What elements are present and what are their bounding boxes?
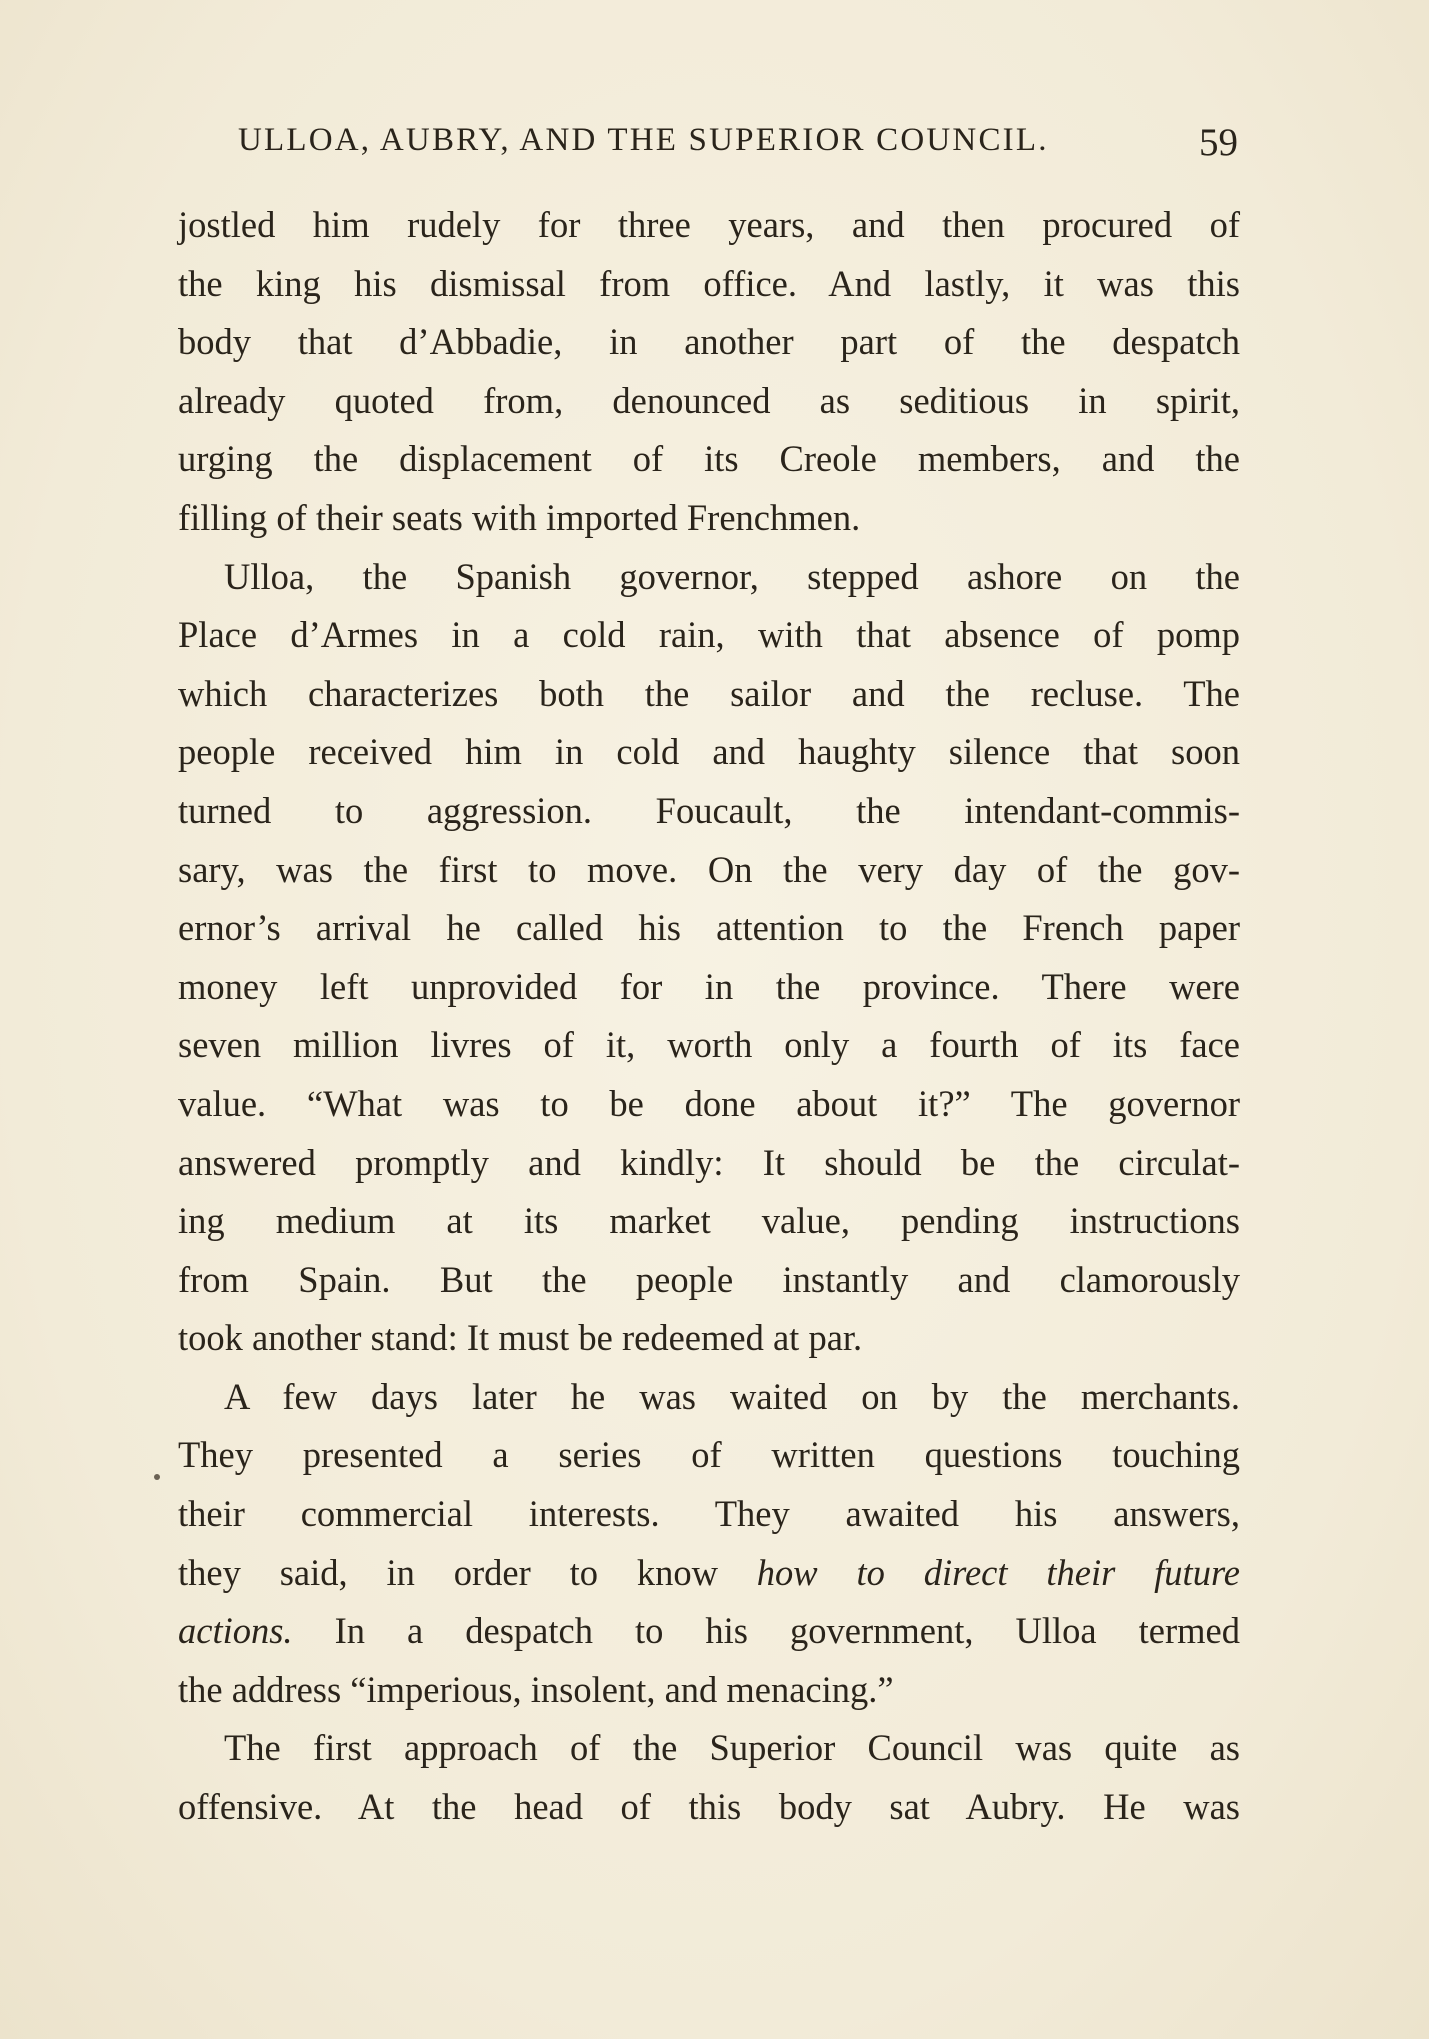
text-line: the address “imperious, insolent, and menacing.”	[178, 1668, 894, 1710]
italic-text: how to direct their future	[756, 1551, 1240, 1593]
text-line: Place d’Armes in a cold rain, with that absence of pomp	[178, 614, 1240, 656]
text-line: people received him in cold and haughty silence that soon	[178, 731, 1240, 773]
italic-text: actions.	[178, 1610, 293, 1652]
text-line: ing medium at its market value, pending instructions	[178, 1200, 1240, 1242]
text-line: answered promptly and kindly: It should be the circulat-	[178, 1141, 1240, 1183]
text-line: already quoted from, denounced as seditious in spirit,	[178, 379, 1240, 421]
text-line: They presented a series of written questions touching	[178, 1434, 1240, 1476]
page-number: 59	[1199, 121, 1238, 164]
text-line	[178, 1544, 1240, 1603]
text-line: sary, was the first to move. On the very day of the gov-	[178, 848, 1240, 890]
text-line	[178, 1602, 1240, 1661]
text-line: took another stand: It must be redeemed at par.	[178, 1317, 863, 1359]
text-line: turned to aggression. Foucault, the intendant-commis-	[178, 789, 1240, 831]
text-line: money left unprovided for in the province. There were	[178, 965, 1240, 1007]
text-line: the king his dismissal from office. And lastly, it was this	[178, 262, 1240, 304]
text-line: Ulloa, the Spanish governor, stepped ashore on the	[224, 555, 1240, 597]
text-line: value. “What was to be done about it?” The governor	[178, 1082, 1240, 1124]
text-line: filling of their seats with imported Frenchmen.	[178, 496, 861, 538]
text-line: which characterizes both the sailor and the recluse. The	[178, 672, 1240, 714]
running-title: ULLOA, AUBRY, AND THE SUPERIOR COUNCIL.	[238, 122, 1049, 158]
text-line: urging the displacement of its Creole members, and the	[178, 438, 1240, 480]
text-line: ernor’s arrival he called his attention to the French paper	[178, 907, 1240, 949]
text-line: jostled him rudely for three years, and then procured of	[178, 204, 1240, 245]
text-line: offensive. At the head of this body sat Aubry. He was	[178, 1786, 1240, 1828]
text-run: they said, in order to know	[178, 1551, 757, 1593]
text-line: seven million livres of it, worth only a fourth of its face	[178, 1024, 1240, 1066]
text-line: A few days later he was waited on by the merchants.	[224, 1375, 1240, 1417]
text-line: from Spain. But the people instantly and clamorously	[178, 1258, 1240, 1300]
body-text	[178, 196, 1240, 1837]
margin-mark	[154, 1474, 160, 1480]
text-line: body that d’Abbadie, in another part of the despatch	[178, 321, 1240, 363]
text-line: The first approach of the Superior Council was quite as	[224, 1727, 1240, 1769]
text-run: In a despatch to his government, Ulloa termed	[292, 1610, 1240, 1652]
running-head	[238, 122, 1238, 172]
text-line: their commercial interests. They awaited his answers,	[178, 1493, 1240, 1535]
